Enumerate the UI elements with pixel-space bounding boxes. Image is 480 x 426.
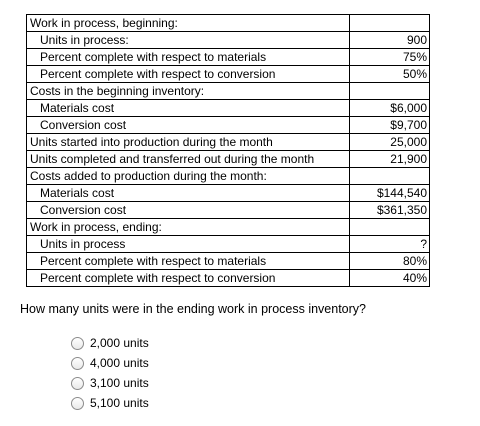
row-label: Units started into production during the month [27,134,350,151]
row-value: $9,700 [350,117,430,134]
table-row [27,236,430,253]
row-value: 40% [350,270,430,287]
table-row [27,185,430,202]
table-row [27,270,430,287]
option-label: 5,100 units [90,396,149,410]
row-value: 75% [350,49,430,66]
row-value: 50% [350,66,430,83]
row-label: Work in process, ending: [27,219,350,236]
row-label: Percent complete with respect to conversion [27,66,350,83]
row-value: 21,900 [350,151,430,168]
option-label: 3,100 units [90,376,149,390]
row-value: $361,350 [350,202,430,219]
row-label: Units in process [27,236,350,253]
table-row [27,117,430,134]
row-value: $144,540 [350,185,430,202]
table-row [27,134,430,151]
row-label: Costs added to production during the month: [27,168,350,185]
table-row [27,83,430,100]
row-value: 900 [350,32,430,49]
row-label: Units completed and transferred out during the month [27,151,350,168]
table-row [27,32,430,49]
option-label: 2,000 units [90,336,149,350]
question-text: How many units were in the ending work in process inventory? [20,302,367,316]
radio-button[interactable] [71,337,84,350]
table-row [27,168,430,185]
table-row [27,219,430,236]
row-value [350,83,430,100]
table-row [27,253,430,270]
option-label: 4,000 units [90,356,149,370]
row-label: Units in process: [27,32,350,49]
row-label: Costs in the beginning inventory: [27,83,350,100]
table-row [27,66,430,83]
table-row [27,151,430,168]
table-row [27,49,430,66]
table-row [27,15,430,32]
table-row [27,202,430,219]
row-label: Percent complete with respect to materials [27,49,350,66]
row-value [350,219,430,236]
row-label: Materials cost [27,185,350,202]
answer-option[interactable] [71,333,149,353]
row-value [350,168,430,185]
answer-option[interactable] [71,393,149,413]
table-row [27,100,430,117]
row-value: $6,000 [350,100,430,117]
row-value [350,15,430,32]
cost-data-table [26,14,430,287]
answer-option[interactable] [71,373,149,393]
radio-button[interactable] [71,397,84,410]
row-value: ? [350,236,430,253]
radio-button[interactable] [71,377,84,390]
row-value: 25,000 [350,134,430,151]
row-label: Materials cost [27,100,350,117]
row-label: Work in process, beginning: [27,15,350,32]
row-value: 80% [350,253,430,270]
row-label: Percent complete with respect to materials [27,253,350,270]
row-label: Conversion cost [27,117,350,134]
radio-button[interactable] [71,357,84,370]
row-label: Percent complete with respect to conversion [27,270,350,287]
answer-option[interactable] [71,353,149,373]
answer-options [71,333,149,413]
row-label: Conversion cost [27,202,350,219]
